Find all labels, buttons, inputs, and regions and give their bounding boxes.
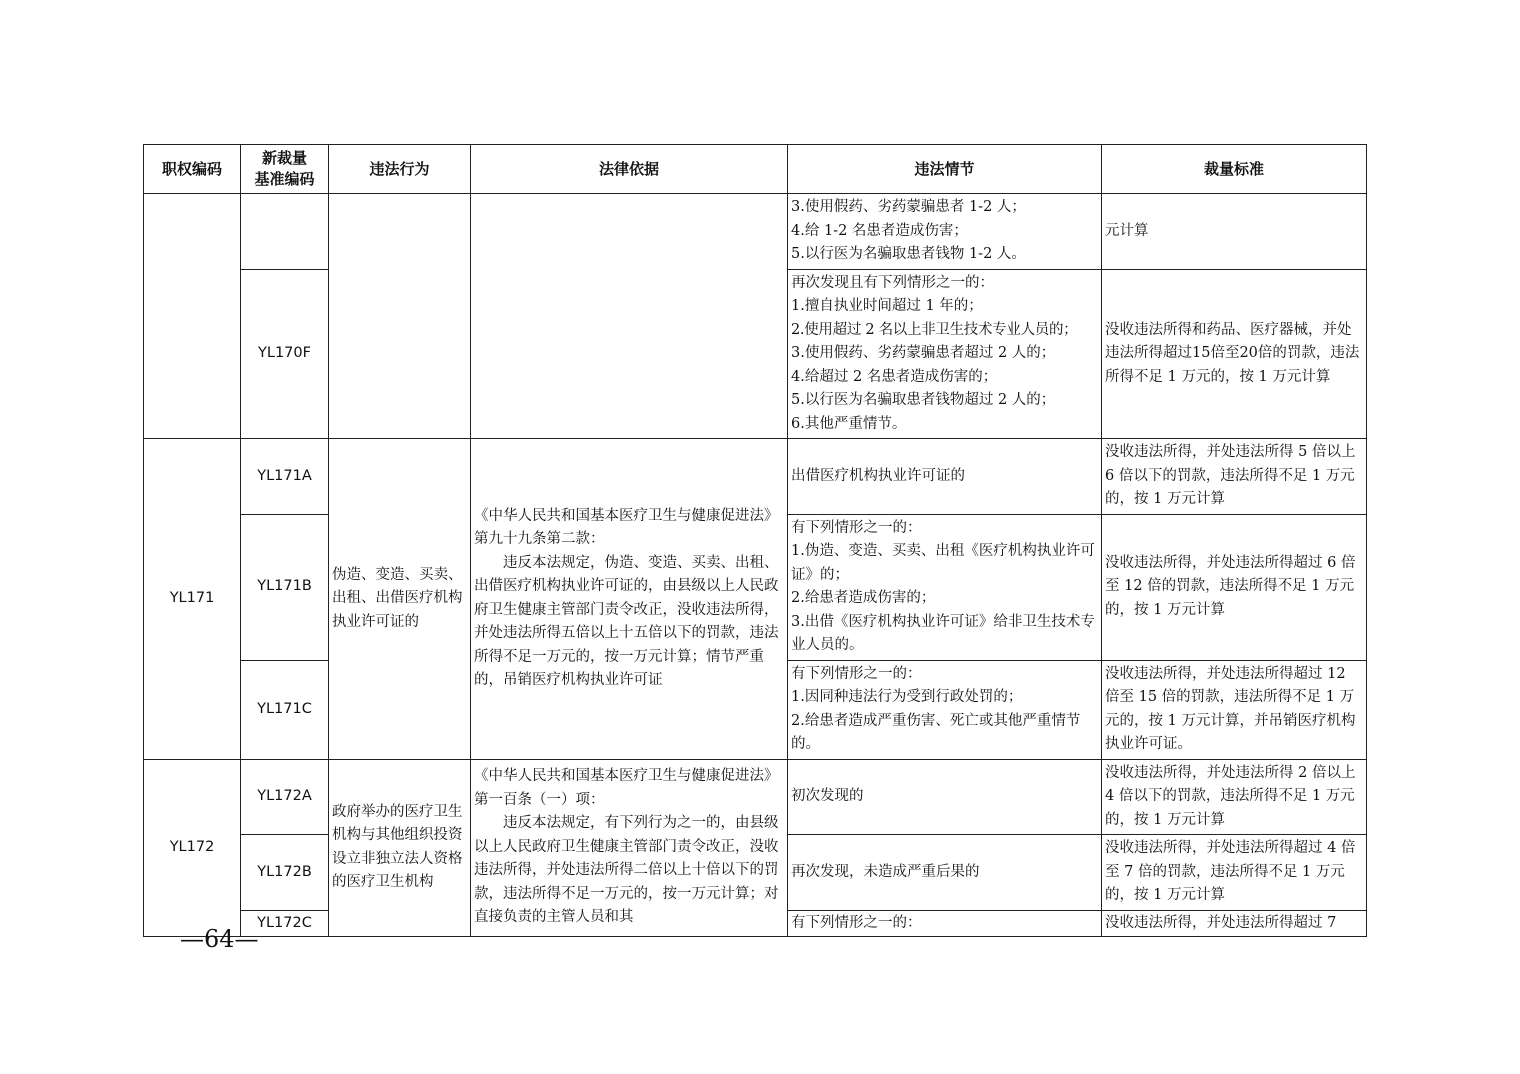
circumstance-cell: [788, 660, 1102, 759]
act-cell-empty: [329, 194, 471, 439]
header-basis: 法律依据: [471, 145, 788, 194]
new-code-cell-empty: [241, 194, 329, 270]
act-cell: 伪造、变造、买卖、出租、出借医疗机构执业许可证的: [329, 439, 471, 760]
new-code-cell: YL171A: [241, 439, 329, 515]
basis-cell: [471, 439, 788, 760]
standard-cell: 没收违法所得和药品、医疗器械，并处违法所得超过15倍至20倍的罚款，违法所得不足 1 万元的，按 1 万元计算: [1102, 269, 1367, 439]
circumstance-line: 2.给患者造成严重伤害、死亡或其他严重情节的。: [791, 712, 1081, 752]
standard-cell: 元计算: [1102, 194, 1367, 270]
table-header-row: [144, 145, 1367, 194]
circumstance-line: 1.因同种违法行为受到行政处罚的；: [791, 689, 1023, 705]
basis-title: 《中华人民共和国基本医疗卫生与健康促进法》第一百条（一）项：: [474, 768, 779, 808]
circumstance-cell: [788, 194, 1102, 270]
circumstance-line: 1.伪造、变造、买卖、出租《医疗机构执业许可证》的；: [791, 543, 1095, 583]
circumstance-cell: 再次发现，未造成严重后果的: [788, 835, 1102, 911]
circumstance-line: 3.使用假药、劣药蒙骗患者 1-2 人；: [791, 199, 1026, 215]
standard-cell: 没收违法所得，并处违法所得超过 7: [1102, 910, 1367, 936]
circumstance-line: 3.出借《医疗机构执业许可证》给非卫生技术专业人员的。: [791, 613, 1095, 653]
circumstance-line: 2.给患者造成伤害的；: [791, 590, 936, 606]
header-standard: 裁量标准: [1102, 145, 1367, 194]
basis-body: 违反本法规定，有下列行为之一的，由县级以上人民政府卫生健康主管部门责令改正，没收违法所得，并处违法所得二倍以上十倍以下的罚款，违法所得不足一万元的，按一万元计算；对直接负责的主管人员和其: [474, 815, 779, 926]
circumstance-line: 4.给 1-2 名患者造成伤害；: [791, 222, 968, 239]
basis-cell-empty: [471, 194, 788, 439]
new-code-cell: YL172B: [241, 835, 329, 911]
circumstance-line: 有下列情形之一的：: [791, 665, 922, 682]
new-code-cell: YL170F: [241, 269, 329, 439]
code-cell-empty: [144, 194, 241, 439]
standard-cell: 没收违法所得，并处违法所得超过 4 倍至 7 倍的罚款，违法所得不足 1 万元的，按 1 万元计算: [1102, 835, 1367, 911]
circumstance-line: 2.使用超过 2 名以上非卫生技术专业人员的；: [791, 321, 1078, 338]
header-circumstance: 违法情节: [788, 145, 1102, 194]
circumstance-cell: 有下列情形之一的：: [788, 910, 1102, 936]
code-cell: YL172: [144, 759, 241, 936]
new-code-cell: YL171B: [241, 514, 329, 660]
standard-cell: 没收违法所得，并处违法所得超过 6 倍至 12 倍的罚款，违法所得不足 1 万元的，按 1 万元计算: [1102, 514, 1367, 660]
circumstance-line: 有下列情形之一的：: [791, 519, 922, 536]
circumstance-line: 1.擅自执业时间超过 1 年的；: [791, 298, 983, 314]
new-code-cell: YL172A: [241, 759, 329, 835]
page-number: —64—: [180, 925, 259, 953]
code-cell: YL171: [144, 439, 241, 760]
new-code-cell: YL172C: [241, 910, 329, 936]
table-row: [144, 194, 1367, 270]
circumstance-line: 5.以行医为名骗取患者钱物 1-2 人。: [791, 246, 1026, 262]
header-new-code: [241, 145, 329, 194]
table-row: [144, 759, 1367, 835]
standard-cell: 没收违法所得，并处违法所得 2 倍以上 4 倍以下的罚款，违法所得不足 1 万元的，按 1 万元计算: [1102, 759, 1367, 835]
act-cell: 政府举办的医疗卫生机构与其他组织投资设立非独立法人资格的医疗卫生机构: [329, 759, 471, 936]
header-code: 职权编码: [144, 145, 241, 194]
circumstance-line: 3.使用假药、劣药蒙骗患者超过 2 人的；: [791, 345, 1056, 361]
basis-title: 《中华人民共和国基本医疗卫生与健康促进法》第九十九条第二款：: [474, 507, 779, 548]
basis-body: 违反本法规定，伪造、变造、买卖、出租、出借医疗机构执业许可证的，由县级以上人民政府卫生健康主管部门责令改正，没收违法所得，并处违法所得五倍以上十五倍以下的罚款，违法所得不足一万元的，按一万元计算；情节严重的，吊销医疗机构执业许可证: [474, 554, 779, 689]
circumstance-cell: 出借医疗机构执业许可证的: [788, 439, 1102, 515]
header-act: 违法行为: [329, 145, 471, 194]
basis-cell: [471, 759, 788, 936]
circumstance-line: 再次发现且有下列情形之一的：: [791, 274, 994, 291]
circumstance-cell: 初次发现的: [788, 759, 1102, 835]
new-code-cell: YL171C: [241, 660, 329, 759]
standard-cell: 没收违法所得，并处违法所得 5 倍以上 6 倍以下的罚款，违法所得不足 1 万元的，按 1 万元计算: [1102, 439, 1367, 515]
circumstance-line: 5.以行医为名骗取患者钱物超过 2 人的；: [791, 392, 1056, 408]
circumstance-line: 6.其他严重情节。: [791, 415, 907, 432]
discretion-standards-table: [143, 144, 1367, 937]
circumstance-cell: [788, 269, 1102, 439]
header-new-code-line1: 新裁量: [261, 149, 307, 167]
standard-cell: 没收违法所得，并处违法所得超过 12 倍至 15 倍的罚款，违法所得不足 1 万元的，按 1 万元计算，并吊销医疗机构执业许可证。: [1102, 660, 1367, 759]
circumstance-line: 4.给超过 2 名患者造成伤害的；: [791, 368, 998, 385]
table-row: [144, 439, 1367, 515]
circumstance-cell: [788, 514, 1102, 660]
header-new-code-line2: 基准编码: [254, 170, 315, 188]
